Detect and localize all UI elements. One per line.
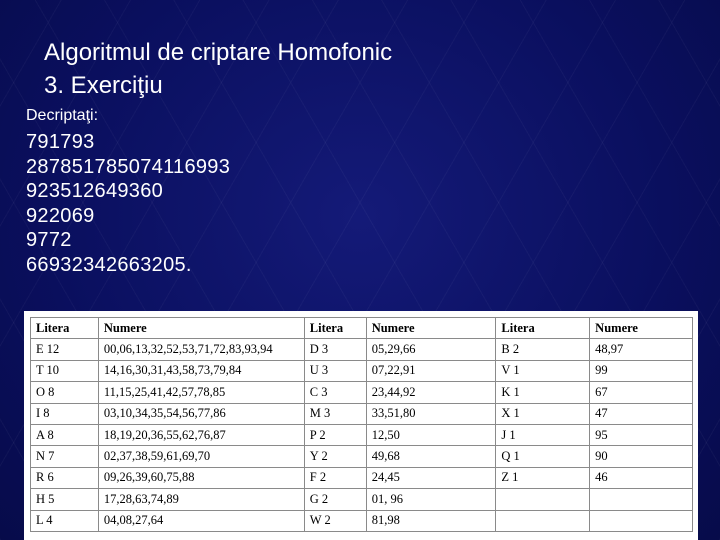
table-header-row — [31, 318, 693, 339]
numbers-cell: 09,26,39,60,75,88 — [98, 467, 304, 488]
letter-cell: M 3 — [304, 403, 366, 424]
numbers-cell: 33,51,80 — [366, 403, 496, 424]
numbers-cell: 99 — [590, 360, 693, 381]
numbers-cell: 07,22,91 — [366, 360, 496, 381]
numbers-cell: 01, 96 — [366, 489, 496, 510]
letter-cell: U 3 — [304, 360, 366, 381]
numbers-cell: 23,44,92 — [366, 382, 496, 403]
letter-cell: A 8 — [31, 424, 99, 445]
ciphertext-line: 287851785074116993 — [26, 155, 231, 178]
letter-cell: O 8 — [31, 382, 99, 403]
numbers-cell: 05,29,66 — [366, 339, 496, 360]
ciphertext-line: 791793 — [26, 131, 95, 153]
letter-cell: R 6 — [31, 467, 99, 488]
letter-cell: Q 1 — [496, 446, 590, 467]
table-row — [31, 424, 693, 445]
numbers-cell: 00,06,13,32,52,53,71,72,83,93,94 — [98, 339, 304, 360]
numbers-cell — [590, 489, 693, 510]
numbers-cell: 11,15,25,41,42,57,78,85 — [98, 382, 304, 403]
letter-cell: C 3 — [304, 382, 366, 403]
letter-cell — [496, 510, 590, 531]
letter-cell: N 7 — [31, 446, 99, 467]
letter-cell: P 2 — [304, 424, 366, 445]
numbers-cell: 67 — [590, 382, 693, 403]
homophonic-table-panel — [24, 311, 698, 540]
letter-cell — [496, 489, 590, 510]
numbers-cell: 90 — [590, 446, 693, 467]
ciphertext-line: 66932342663205. — [26, 253, 192, 276]
letter-cell: G 2 — [304, 489, 366, 510]
table-row — [31, 510, 693, 531]
ciphertext-line: 922069 — [26, 204, 95, 227]
header-cell: Numere — [98, 318, 304, 339]
header-cell: Litera — [304, 318, 366, 339]
letter-cell: W 2 — [304, 510, 366, 531]
ciphertext-block — [26, 130, 230, 277]
numbers-cell: 17,28,63,74,89 — [98, 489, 304, 510]
table-row — [31, 339, 693, 360]
ciphertext-line: 923512649360 — [26, 180, 164, 202]
numbers-cell: 03,10,34,35,54,56,77,86 — [98, 403, 304, 424]
homophonic-table — [30, 317, 693, 532]
numbers-cell: 47 — [590, 403, 693, 424]
table-row — [31, 489, 693, 510]
letter-cell: B 2 — [496, 339, 590, 360]
numbers-cell: 46 — [590, 467, 693, 488]
numbers-cell: 14,16,30,31,43,58,73,79,84 — [98, 360, 304, 381]
letter-cell: K 1 — [496, 382, 590, 403]
letter-cell: V 1 — [496, 360, 590, 381]
letter-cell: X 1 — [496, 403, 590, 424]
table-body — [31, 339, 693, 532]
slide-title — [44, 36, 392, 102]
title-line-2: 3. Exerciţiu — [44, 72, 163, 99]
letter-cell: L 4 — [31, 510, 99, 531]
numbers-cell: 24,45 — [366, 467, 496, 488]
table-row — [31, 403, 693, 424]
numbers-cell — [590, 510, 693, 531]
letter-cell: Y 2 — [304, 446, 366, 467]
numbers-cell: 81,98 — [366, 510, 496, 531]
header-cell: Litera — [31, 318, 99, 339]
numbers-cell: 95 — [590, 424, 693, 445]
title-line-1: Algoritmul de criptare Homofonic — [44, 39, 393, 66]
numbers-cell: 12,50 — [366, 424, 496, 445]
numbers-cell: 04,08,27,64 — [98, 510, 304, 531]
table-row — [31, 360, 693, 381]
numbers-cell: 48,97 — [590, 339, 693, 360]
header-cell: Numere — [590, 318, 693, 339]
letter-cell: H 5 — [31, 489, 99, 510]
table-row — [31, 382, 693, 403]
table-row — [31, 467, 693, 488]
table-row — [31, 446, 693, 467]
ciphertext-line: 9772 — [26, 229, 72, 251]
letter-cell: Z 1 — [496, 467, 590, 488]
letter-cell: T 10 — [31, 360, 99, 381]
letter-cell: J 1 — [496, 424, 590, 445]
instruction-label: Decriptaţi: — [26, 107, 99, 124]
letter-cell: F 2 — [304, 467, 366, 488]
letter-cell: D 3 — [304, 339, 366, 360]
letter-cell: E 12 — [31, 339, 99, 360]
letter-cell: I 8 — [31, 403, 99, 424]
numbers-cell: 02,37,38,59,61,69,70 — [98, 446, 304, 467]
header-cell: Litera — [496, 318, 590, 339]
header-cell: Numere — [366, 318, 496, 339]
numbers-cell: 18,19,20,36,55,62,76,87 — [98, 424, 304, 445]
numbers-cell: 49,68 — [366, 446, 496, 467]
